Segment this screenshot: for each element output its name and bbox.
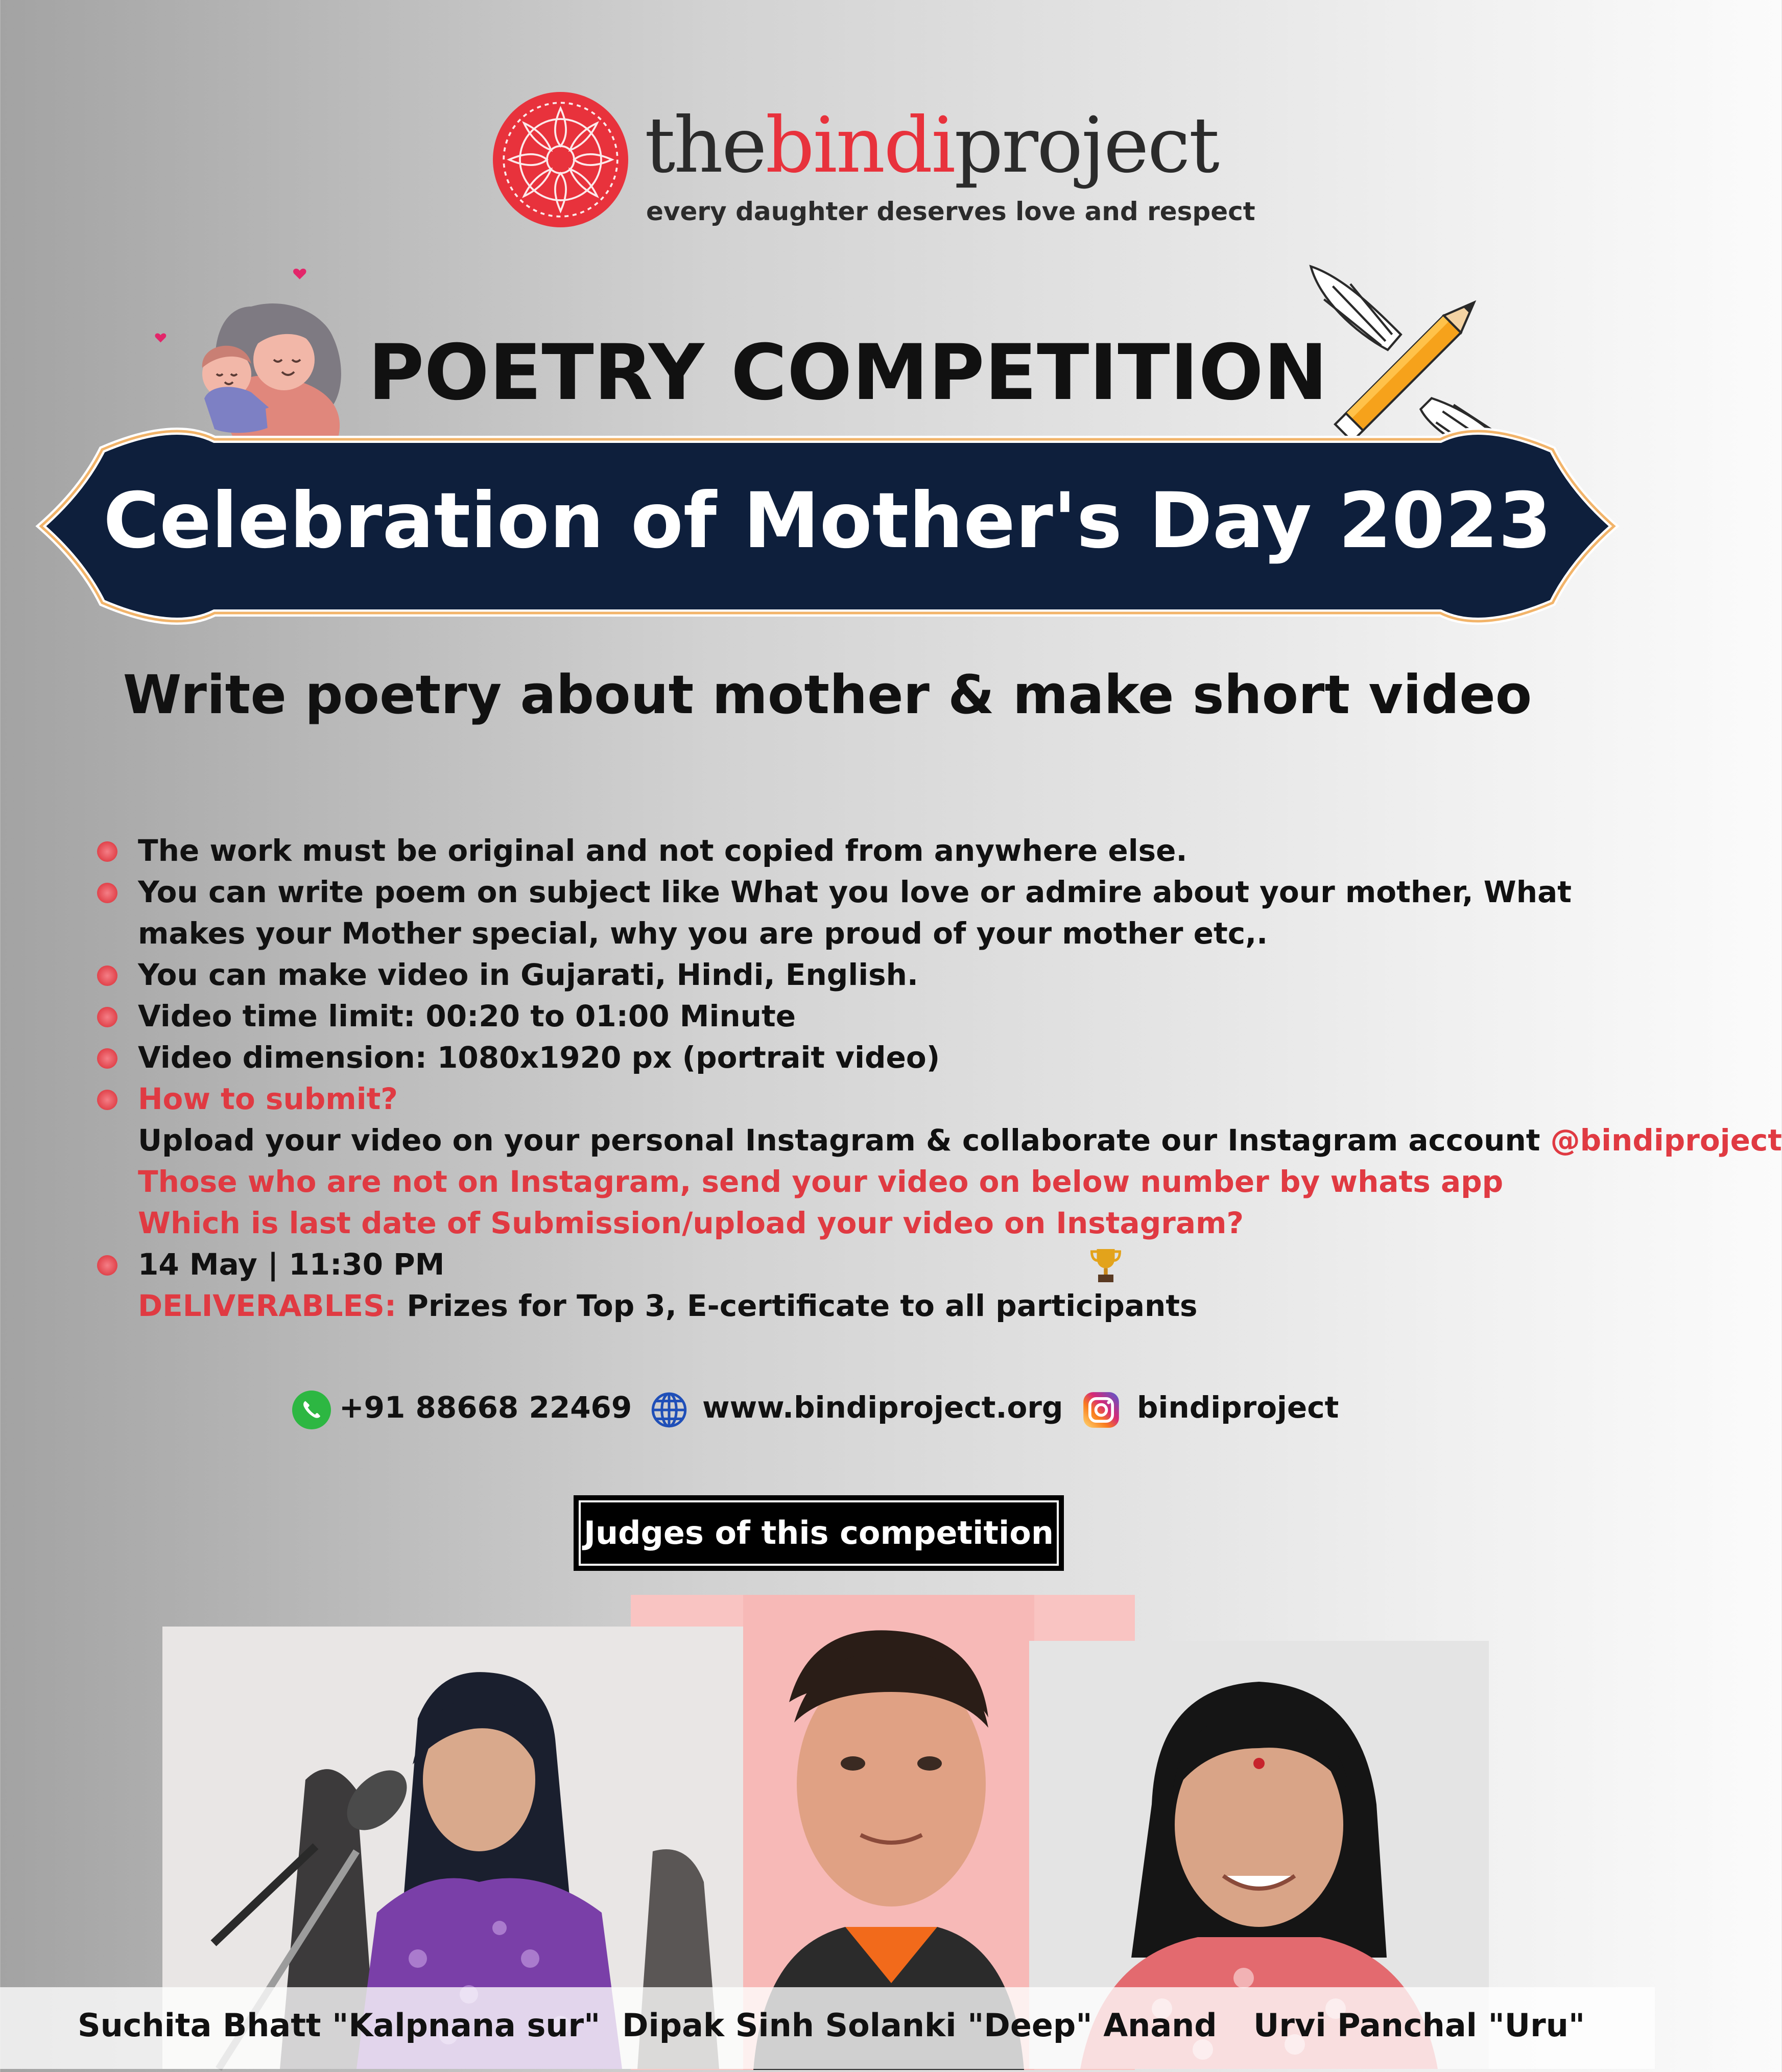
brand-tagline: every daughter deserves love and respect: [646, 197, 1255, 226]
rule-dimension: Video dimension: 1080x1920 px (portrait video): [97, 1037, 1619, 1078]
instagram-icon: [1082, 1391, 1121, 1429]
whatsapp-note: Those who are not on Instagram, send your video on below number by whats app: [138, 1164, 1504, 1199]
rule-poem-subject: You can write poem on subject like What you love or admire about your mother, What makes your Mother special, why you are proud of your mother etc,.: [97, 872, 1619, 954]
mandala-logo-icon: [493, 92, 628, 227]
instagram-account-link[interactable]: bindiproject: [1137, 1390, 1339, 1425]
brand-name: thebindiproject: [645, 101, 1218, 190]
deadline: 14 May | 11:30 PM: [97, 1244, 1619, 1285]
instagram-handle-link[interactable]: @bindiproject: [1550, 1123, 1782, 1158]
trophy-icon: [1090, 1246, 1121, 1285]
upload-instruction: Upload your video on your personal Instagram & collaborate our Instagram account @bindiproject: [138, 1123, 1782, 1158]
rules-list: [97, 830, 1782, 1327]
judge-name-3: Urvi Panchal "Uru": [1253, 2007, 1585, 2044]
rule-time-limit: Video time limit: 00:20 to 01:00 Minute: [97, 996, 1619, 1037]
judges-heading: Judges of this competition: [574, 1495, 1064, 1571]
deliverables: DELIVERABLES: Prizes for Top 3, E-certificate to all participants: [138, 1288, 1198, 1323]
judge-name-1: Suchita Bhatt "Kalpnana sur": [78, 2007, 601, 2044]
judge-name-2: Dipak Sinh Solanki "Deep" Anand: [622, 2007, 1217, 2044]
competition-title: POETRY COMPETITION: [368, 328, 1328, 417]
subtitle: Write poetry about mother & make short video: [123, 664, 1532, 726]
whatsapp-phone-icon: [292, 1391, 331, 1429]
website-link[interactable]: www.bindiproject.org: [702, 1390, 1063, 1425]
submit-heading: How to submit?: [97, 1078, 1619, 1120]
banner-title: Celebration of Mother's Day 2023: [103, 477, 1552, 566]
rule-original-work: The work must be original and not copied from anywhere else.: [97, 830, 1619, 872]
last-date-question: Which is last date of Submission/upload your video on Instagram?: [138, 1206, 1244, 1240]
phone-number[interactable]: +91 88668 22469: [339, 1390, 632, 1425]
rule-languages: You can make video in Gujarati, Hindi, English.: [97, 954, 1619, 996]
globe-icon: [650, 1391, 688, 1429]
